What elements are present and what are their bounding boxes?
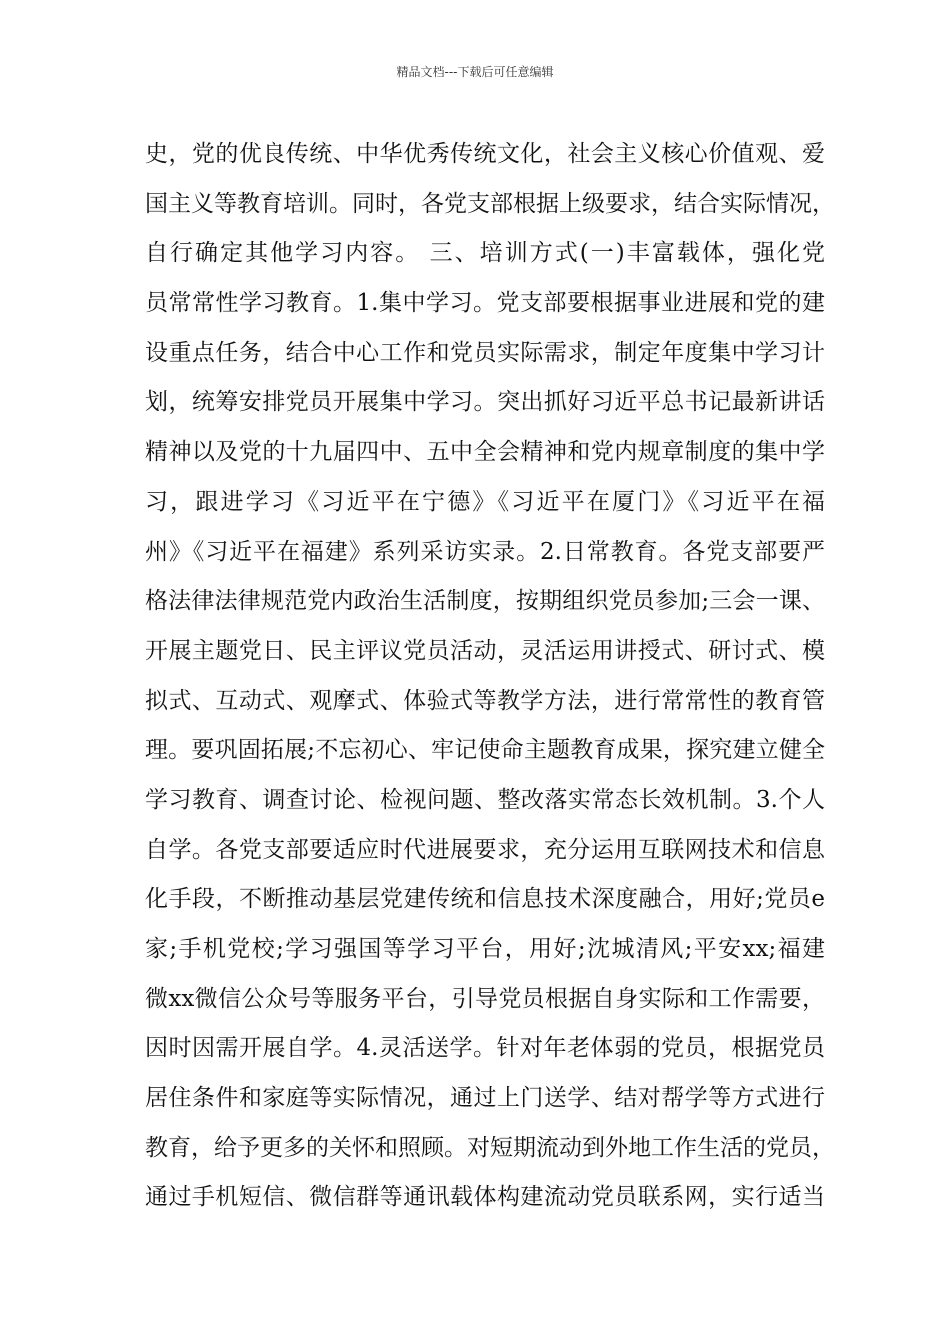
body-text (145, 130, 835, 1223)
text-line: 微xx微信公众号等服务平台，引导党员根据自身实际和工作需要， (145, 985, 825, 1012)
page-header: 精品文档---下载后可任意编辑 (396, 65, 554, 79)
text-line: 州》《习近平在福建》系列采访实录。2.日常教育。各党支部要严 (145, 538, 825, 565)
text-line: 划，统筹安排党员开展集中学习。突出抓好习近平总书记最新讲话 (145, 389, 825, 416)
text-line: 学习教育、调查讨论、检视问题、整改落实常态长效机制。3.个人 (145, 786, 825, 813)
text-line: 员常常性学习教育。1.集中学习。党支部要根据事业进展和党的建 (145, 290, 825, 317)
text-line: 格法律法律规范党内政治生活制度，按期组织党员参加;三会一课、 (145, 588, 825, 615)
text-line: 教育，给予更多的关怀和照顾。对短期流动到外地工作生活的党员， (145, 1134, 835, 1161)
text-line: 化手段，不断推动基层党建传统和信息技术深度融合，用好;党员e (145, 886, 825, 913)
text-line: 因时因需开展自学。4.灵活送学。针对年老体弱的党员，根据党员 (145, 1035, 825, 1062)
text-line: 习，跟进学习《习近平在宁德》《习近平在厦门》《习近平在福 (145, 488, 825, 515)
text-line: 精神以及党的十九届四中、五中全会精神和党内规章制度的集中学 (145, 439, 825, 466)
text-line: 家;手机党校;学习强国等学习平台，用好;沈城清风;平安xx;福建 (145, 936, 825, 962)
text-line: 居住条件和家庭等实际情况，通过上门送学、结对帮学等方式进行 (145, 1085, 825, 1112)
text-line: 史，党的优良传统、中华优秀传统文化，社会主义核心价值观、爱 (145, 141, 825, 167)
text-line: 开展主题党日、民主评议党员活动，灵活运用讲授式、研讨式、模 (145, 637, 825, 664)
text-line: 理。要巩固拓展;不忘初心、牢记使命主题教育成果，探究建立健全 (145, 737, 825, 764)
text-line: 自学。各党支部要适应时代进展要求，充分运用互联网技术和信息 (145, 836, 825, 863)
text-line: 拟式、互动式、观摩式、体验式等教学方法，进行常常性的教育管 (145, 687, 825, 714)
text-line: 通过手机短信、微信群等通讯载体构建流动党员联系网，实行适当 (145, 1184, 825, 1211)
text-line: 国主义等教育培训。同时，各党支部根据上级要求，结合实际情况， (145, 190, 835, 217)
text-line: 设重点任务，结合中心工作和党员实际需求，制定年度集中学习计 (145, 339, 825, 366)
text-line: 自行确定其他学习内容。 三、培训方式(一)丰富载体，强化党 (145, 240, 825, 267)
